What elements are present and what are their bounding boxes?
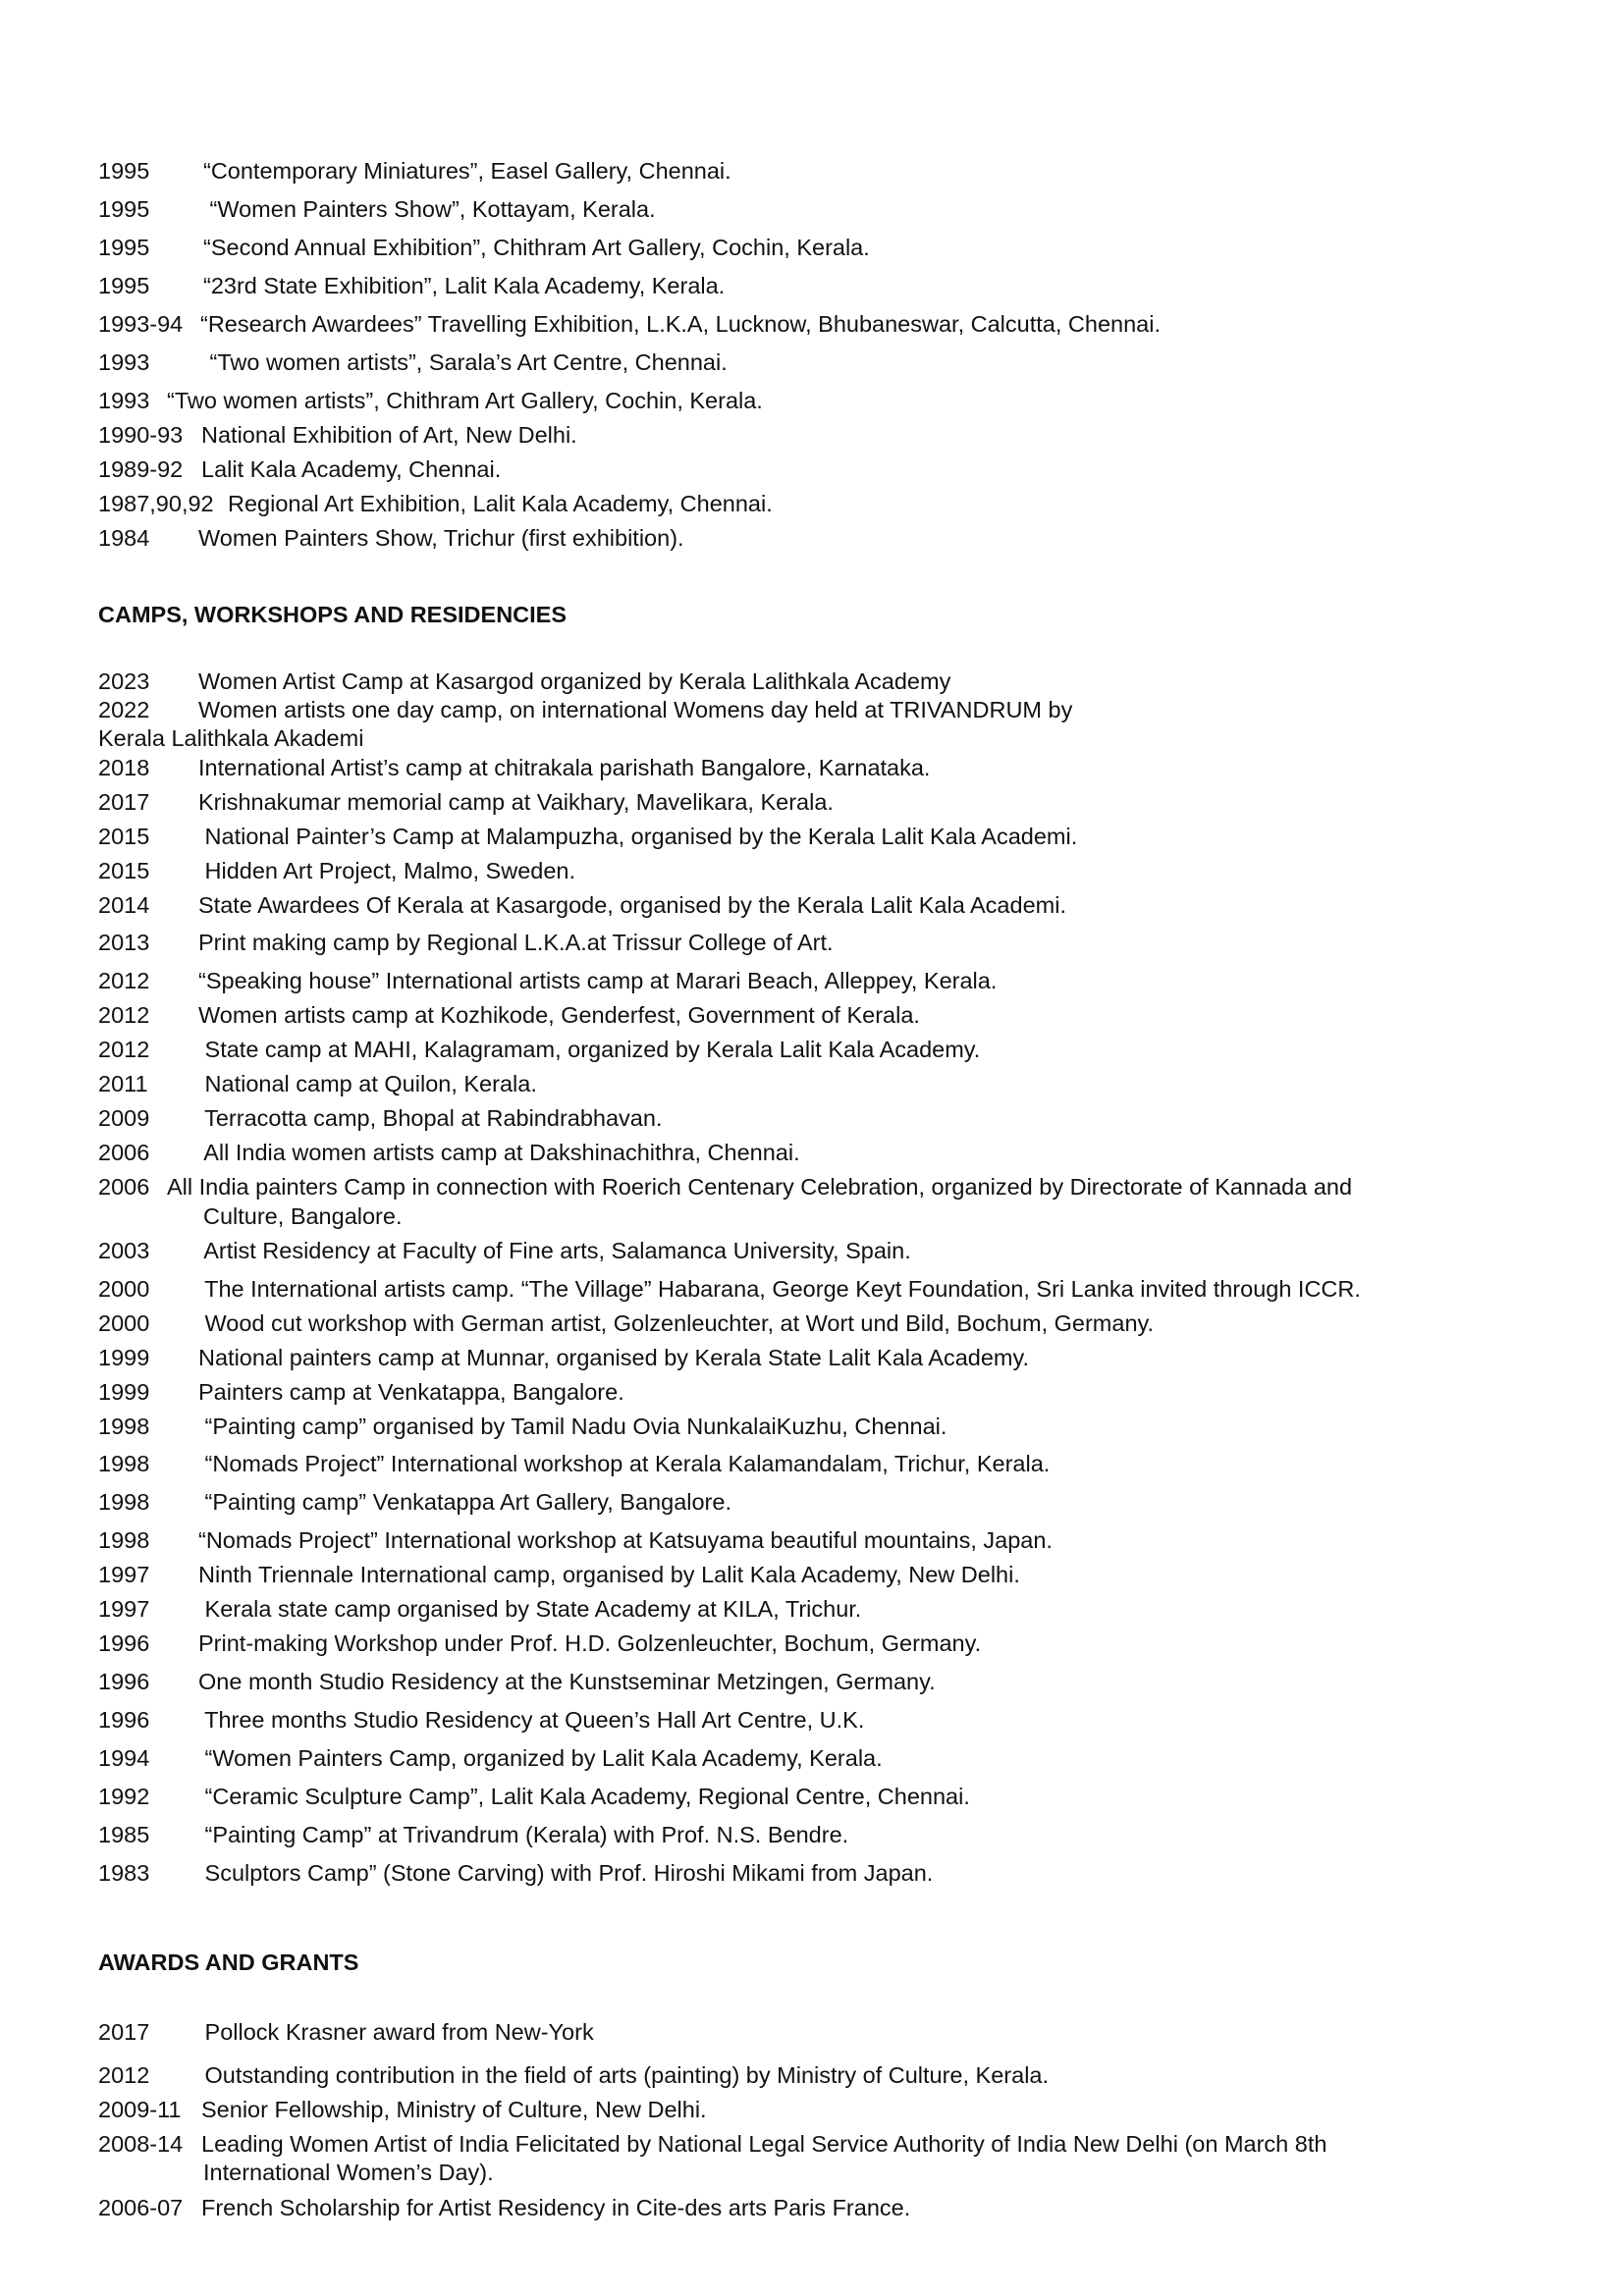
entry-text: Women Painters Show, Trichur (first exhibition). [198,525,684,551]
entry-text: Wood cut workshop with German artist, Golzenleuchter, at Wort und Bild, Bochum, Germany. [198,1310,1155,1336]
entry-text: Regional Art Exhibition, Lalit Kala Academy, Chennai. [228,491,773,516]
entry-year: 2014 [98,892,150,918]
list-item [98,929,834,956]
list-item [98,1526,1053,1554]
entry-year: 2012 [98,968,150,993]
entry-text: Print-making Workshop under Prof. H.D. Golzenleuchter, Bochum, Germany. [198,1630,982,1656]
entry-year: 1989-92 [98,456,184,482]
entry-text: National painters camp at Munnar, organised by Kerala State Lalit Kala Academy. [198,1345,1030,1370]
entry-year: 2003 [98,1238,150,1263]
entry-year: 1998 [98,1414,150,1439]
entry-text: International Artist’s camp at chitrakala parishath Bangalore, Karnataka. [198,755,931,780]
entry-year: 1995 [98,273,150,298]
entry-text-continuation: International Women’s Day). [203,2160,494,2185]
list-item [98,1821,848,1848]
list-item [98,667,950,695]
list-item [98,967,997,994]
entry-text: “Nomads Project” International workshop at Kerala Kalamandalam, Trichur, Kerala. [198,1451,1051,1476]
entry-text: Outstanding contribution in the field of arts (painting) by Ministry of Culture, Kerala. [198,2062,1050,2088]
entry-text: Krishnakumar memorial camp at Vaikhary, Mavelikara, Kerala. [198,789,834,815]
entry-text: “Two women artists”, Sarala’s Art Centre, Chennai. [203,349,728,375]
entry-text: “Painting camp” organised by Tamil Nadu Ovia NunkalaiKuzhu, Chennai. [198,1414,947,1439]
entry-year: 1983 [98,1860,150,1886]
entry-text-continuation: Culture, Bangalore. [203,1203,403,1229]
list-item [98,2130,1326,2158]
entry-text: “Contemporary Miniatures”, Easel Gallery, Chennai. [203,158,731,184]
entry-year: 1993-94 [98,311,184,337]
entry-text: “Painting Camp” at Trivandrum (Kerala) with Prof. N.S. Bendre. [198,1822,849,1847]
entry-text: “Nomads Project” International workshop at Katsuyama beautiful mountains, Japan. [198,1527,1053,1553]
entry-year: 2006 [98,1174,150,1200]
entry-year: 1987,90,92 [98,491,214,516]
entry-text: All India painters Camp in connection with Roerich Centenary Celebration, organized by Directorate of Kannada and [167,1174,1353,1200]
entry-year: 1992 [98,1784,150,1809]
entry-text-continuation: Kerala Lalithkala Akademi [98,725,364,751]
entry-text: “Speaking house” International artists camp at Marari Beach, Alleppey, Kerala. [198,968,998,993]
entry-text: “Women Painters Show”, Kottayam, Kerala. [203,196,656,222]
entry-year: 2013 [98,930,150,955]
entry-year: 2011 [98,1071,148,1096]
entry-text: National Exhibition of Art, New Delhi. [201,422,577,448]
entry-year: 1990-93 [98,422,184,448]
entry-year: 1993 [98,349,150,375]
entry-year: 2009-11 [98,2097,182,2122]
entry-text: Leading Women Artist of India Felicitated by National Legal Service Authority of India New Delhi (on March 8th [201,2131,1327,2157]
section-heading-camps: CAMPS, WORKSHOPS AND RESIDENCIES [98,602,568,627]
list-item [98,157,731,185]
list-item [98,1783,970,1810]
entry-year: 1985 [98,1822,150,1847]
list-item [98,1413,947,1440]
list-item [98,823,1077,850]
entry-year: 1998 [98,1489,150,1515]
list-item [98,1595,861,1623]
list-item [98,524,684,552]
list-item [98,1488,731,1516]
list-item [98,1104,662,1132]
list-item [98,234,870,261]
entry-year: 1998 [98,1451,150,1476]
section-heading-awards: AWARDS AND GRANTS [98,1949,359,1975]
list-item [98,272,725,299]
list-item [98,490,773,517]
list-item [98,1001,920,1029]
entry-year: 1993 [98,388,150,413]
list-item [98,348,728,376]
entry-text: State camp at MAHI, Kalagramam, organized by Kerala Lalit Kala Academy. [198,1037,981,1062]
list-item [98,2061,1049,2089]
list-item [98,1237,911,1264]
entry-text: “Two women artists”, Chithram Art Gallery, Cochin, Kerala. [167,388,763,413]
list-item [98,788,834,816]
entry-text: National Painter’s Camp at Malampuzha, organised by the Kerala Lalit Kala Academi. [198,824,1078,849]
entry-year: 1995 [98,158,150,184]
entry-text: Women Artist Camp at Kasargod organized by Kerala Lalithkala Academy [198,668,951,694]
list-item [98,2194,910,2221]
entry-year: 1996 [98,1707,150,1733]
entry-text: “Women Painters Camp, organized by Lalit Kala Academy, Kerala. [198,1745,883,1771]
list-item [98,1309,1154,1337]
entry-text: “Ceramic Sculpture Camp”, Lalit Kala Academy, Regional Centre, Chennai. [198,1784,970,1809]
entry-year: 1999 [98,1345,150,1370]
list-item [98,387,763,414]
entry-text: All India women artists camp at Dakshinachithra, Chennai. [198,1140,800,1165]
entry-year: 2018 [98,755,150,780]
entry-year: 2017 [98,789,150,815]
list-item [98,891,1066,919]
list-item [98,1744,883,1772]
entry-text: Women artists one day camp, on international Womens day held at TRIVANDRUM by [198,697,1073,722]
entry-text: Ninth Triennale International camp, organised by Lalit Kala Academy, New Delhi. [198,1562,1020,1587]
entry-year: 2023 [98,668,150,694]
list-item [98,2018,594,2046]
list-item [98,1859,933,1887]
entry-year: 1999 [98,1379,150,1405]
entry-year: 1995 [98,196,150,222]
entry-year: 2008-14 [98,2131,184,2157]
entry-text: Sculptors Camp” (Stone Carving) with Prof. Hiroshi Mikami from Japan. [198,1860,934,1886]
entry-text: “23rd State Exhibition”, Lalit Kala Academy, Kerala. [203,273,726,298]
list-item [98,1706,864,1734]
entry-text: Senior Fellowship, Ministry of Culture, New Delhi. [201,2097,707,2122]
entry-text: Artist Residency at Faculty of Fine arts, Salamanca University, Spain. [198,1238,911,1263]
entry-text: Women artists camp at Kozhikode, Genderfest, Government of Kerala. [198,1002,920,1028]
entry-text: Painters camp at Venkatappa, Bangalore. [198,1379,624,1405]
entry-year: 2022 [98,697,150,722]
entry-year: 1998 [98,1527,150,1553]
list-item [98,1070,537,1097]
list-item [98,696,1072,723]
entry-year: 2006-07 [98,2195,184,2220]
entry-text: Lalit Kala Academy, Chennai. [201,456,502,482]
entry-text: Pollock Krasner award from New-York [198,2019,594,2045]
entry-year: 2012 [98,2062,150,2088]
list-item [98,754,930,781]
list-item [98,1629,981,1657]
entry-text: Terracotta camp, Bhopal at Rabindrabhavan. [198,1105,663,1131]
entry-text: State Awardees Of Kerala at Kasargode, organised by the Kerala Lalit Kala Academi. [198,892,1066,918]
list-item [98,1036,980,1063]
entry-year: 2006 [98,1140,150,1165]
entry-text: Kerala state camp organised by State Academy at KILA, Trichur. [198,1596,862,1622]
list-item [98,857,575,884]
entry-text: Hidden Art Project, Malmo, Sweden. [198,858,576,883]
entry-text: French Scholarship for Artist Residency in Cite-des arts Paris France. [201,2195,911,2220]
entry-year: 1995 [98,235,150,260]
entry-year: 2000 [98,1276,150,1302]
entry-text: “Painting camp” Venkatappa Art Gallery, Bangalore. [198,1489,731,1515]
entry-year: 1994 [98,1745,150,1771]
entry-text: Print making camp by Regional L.K.A.at Trissur College of Art. [198,930,834,955]
list-item [98,1450,1050,1477]
entry-text: “Research Awardees” Travelling Exhibition, L.K.A, Lucknow, Bhubaneswar, Calcutta, Chennai. [200,311,1161,337]
list-item [98,1275,1361,1303]
list-item [98,1378,624,1406]
list-item [98,1139,800,1166]
entry-year: 2015 [98,824,150,849]
entry-text: The International artists camp. “The Village” Habarana, George Keyt Foundation, Sri Lanka invited through ICCR. [198,1276,1361,1302]
entry-text: “Second Annual Exhibition”, Chithram Art Gallery, Cochin, Kerala. [203,235,870,260]
entry-text: One month Studio Residency at the Kunstseminar Metzingen, Germany. [198,1669,936,1694]
entry-year: 2012 [98,1002,150,1028]
list-item [98,310,1161,338]
list-item [98,421,577,449]
list-item [98,2096,707,2123]
entry-year: 1997 [98,1562,150,1587]
list-item [98,195,656,223]
entry-year: 1984 [98,525,150,551]
list-item [98,1344,1029,1371]
entry-year: 2017 [98,2019,150,2045]
entry-year: 1996 [98,1630,150,1656]
list-item [98,455,501,483]
list-item [98,1668,936,1695]
entry-year: 2012 [98,1037,150,1062]
entry-text: Three months Studio Residency at Queen’s Hall Art Centre, U.K. [198,1707,865,1733]
entry-year: 1997 [98,1596,150,1622]
entry-year: 1996 [98,1669,150,1694]
entry-year: 2000 [98,1310,150,1336]
entry-text: National camp at Quilon, Kerala. [198,1071,537,1096]
entry-year: 2009 [98,1105,150,1131]
list-item [98,1561,1020,1588]
list-item [98,1173,1352,1201]
entry-year: 2015 [98,858,150,883]
